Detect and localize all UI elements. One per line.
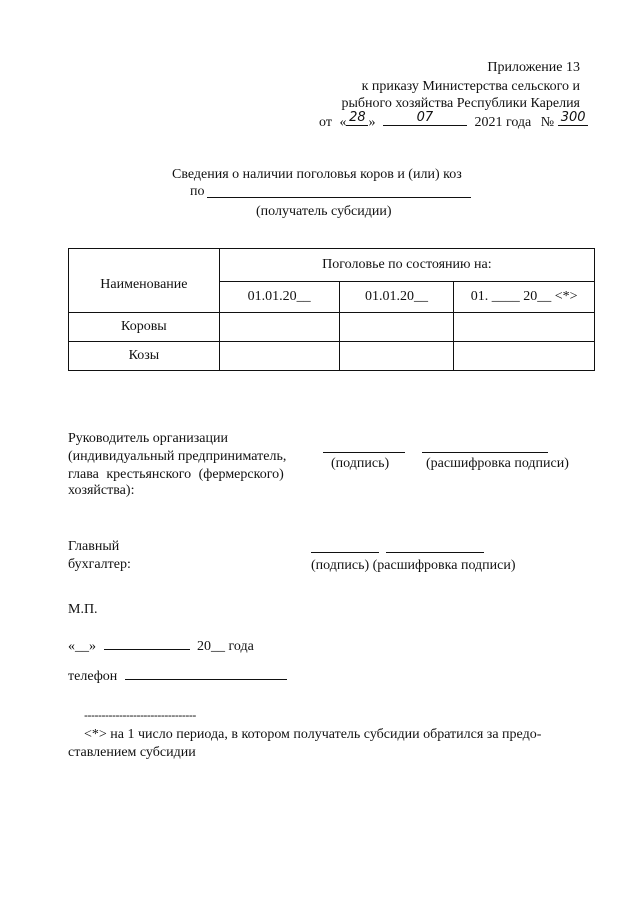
close-quote: » [368, 115, 376, 130]
header-date-2: 01.01.20__ [339, 282, 454, 313]
date-line [68, 636, 254, 655]
accountant-label-2: бухгалтер: [68, 557, 131, 572]
head-label-1: Руководитель организации [68, 431, 228, 446]
accountant-decoding-line [386, 552, 484, 553]
accountant-label-1: Главный [68, 539, 120, 554]
number-field [558, 112, 588, 126]
cell-empty [339, 342, 454, 371]
date-year: 20__ года [197, 639, 254, 654]
date-day: «__» [68, 639, 96, 654]
from-label: от [319, 115, 332, 130]
accountant-signature-line [311, 552, 379, 553]
header-date-1: 01.01.20__ [219, 282, 339, 313]
phone-field [125, 666, 287, 680]
row-name-goats: Козы [69, 342, 220, 371]
header-date-3: 01. ____ 20__ <*> [454, 282, 595, 313]
cell-empty [219, 313, 339, 342]
header-name: Наименование [69, 249, 220, 313]
head-signature-line [323, 452, 405, 453]
phone-line [68, 666, 287, 685]
annex-ministry-line: рыбного хозяйства Республики Карелия [341, 96, 580, 111]
head-signature-caption: (подпись) [331, 456, 390, 471]
cell-empty [339, 313, 454, 342]
accountant-caption: (подпись) (расшифровка подписи) [311, 558, 516, 573]
po-label: по [190, 184, 205, 199]
number-label: № [540, 115, 555, 130]
head-decoding-line [422, 452, 548, 453]
document-title: Сведения о наличии поголовья коров и (или) коз [172, 167, 462, 182]
recipient-underline [207, 197, 471, 198]
head-decoding-caption: (расшифровка подписи) [426, 456, 569, 471]
cell-empty [454, 342, 595, 371]
phone-label: телефон [68, 669, 118, 684]
month-field [383, 112, 467, 126]
annex-title: Приложение 13 [487, 60, 580, 75]
head-label-3: глава крестьянского (фермерского) [68, 467, 284, 482]
stamp-label: М.П. [68, 602, 98, 617]
date-month-field [104, 636, 190, 650]
livestock-table [68, 248, 595, 371]
open-quote: « [339, 115, 347, 130]
row-name-cows: Коровы [69, 313, 220, 342]
month-handwritten: 07 [416, 110, 434, 125]
head-label-4: хозяйства): [68, 483, 135, 498]
footnote-line-2: ставлением субсидии [68, 745, 196, 760]
cell-empty [454, 313, 595, 342]
cell-empty [219, 342, 339, 371]
footnote-separator: -------------------------------- [84, 708, 196, 722]
table-row [69, 313, 595, 342]
number-handwritten: 300 [560, 110, 586, 125]
table-row [69, 342, 595, 371]
footnote-line-1: <*> на 1 число периода, в котором получатель субсидии обратился за предо- [84, 727, 542, 742]
annex-date-line [319, 112, 588, 131]
recipient-caption: (получатель субсидии) [256, 204, 392, 219]
head-label-2: (индивидуальный предприниматель, [68, 449, 287, 464]
year-label: 2021 года [474, 115, 532, 130]
day-field [346, 112, 368, 126]
day-handwritten: 28 [349, 110, 366, 125]
header-livestock: Поголовье по состоянию на: [219, 249, 594, 282]
annex-order-line: к приказу Министерства сельского и [361, 79, 580, 94]
